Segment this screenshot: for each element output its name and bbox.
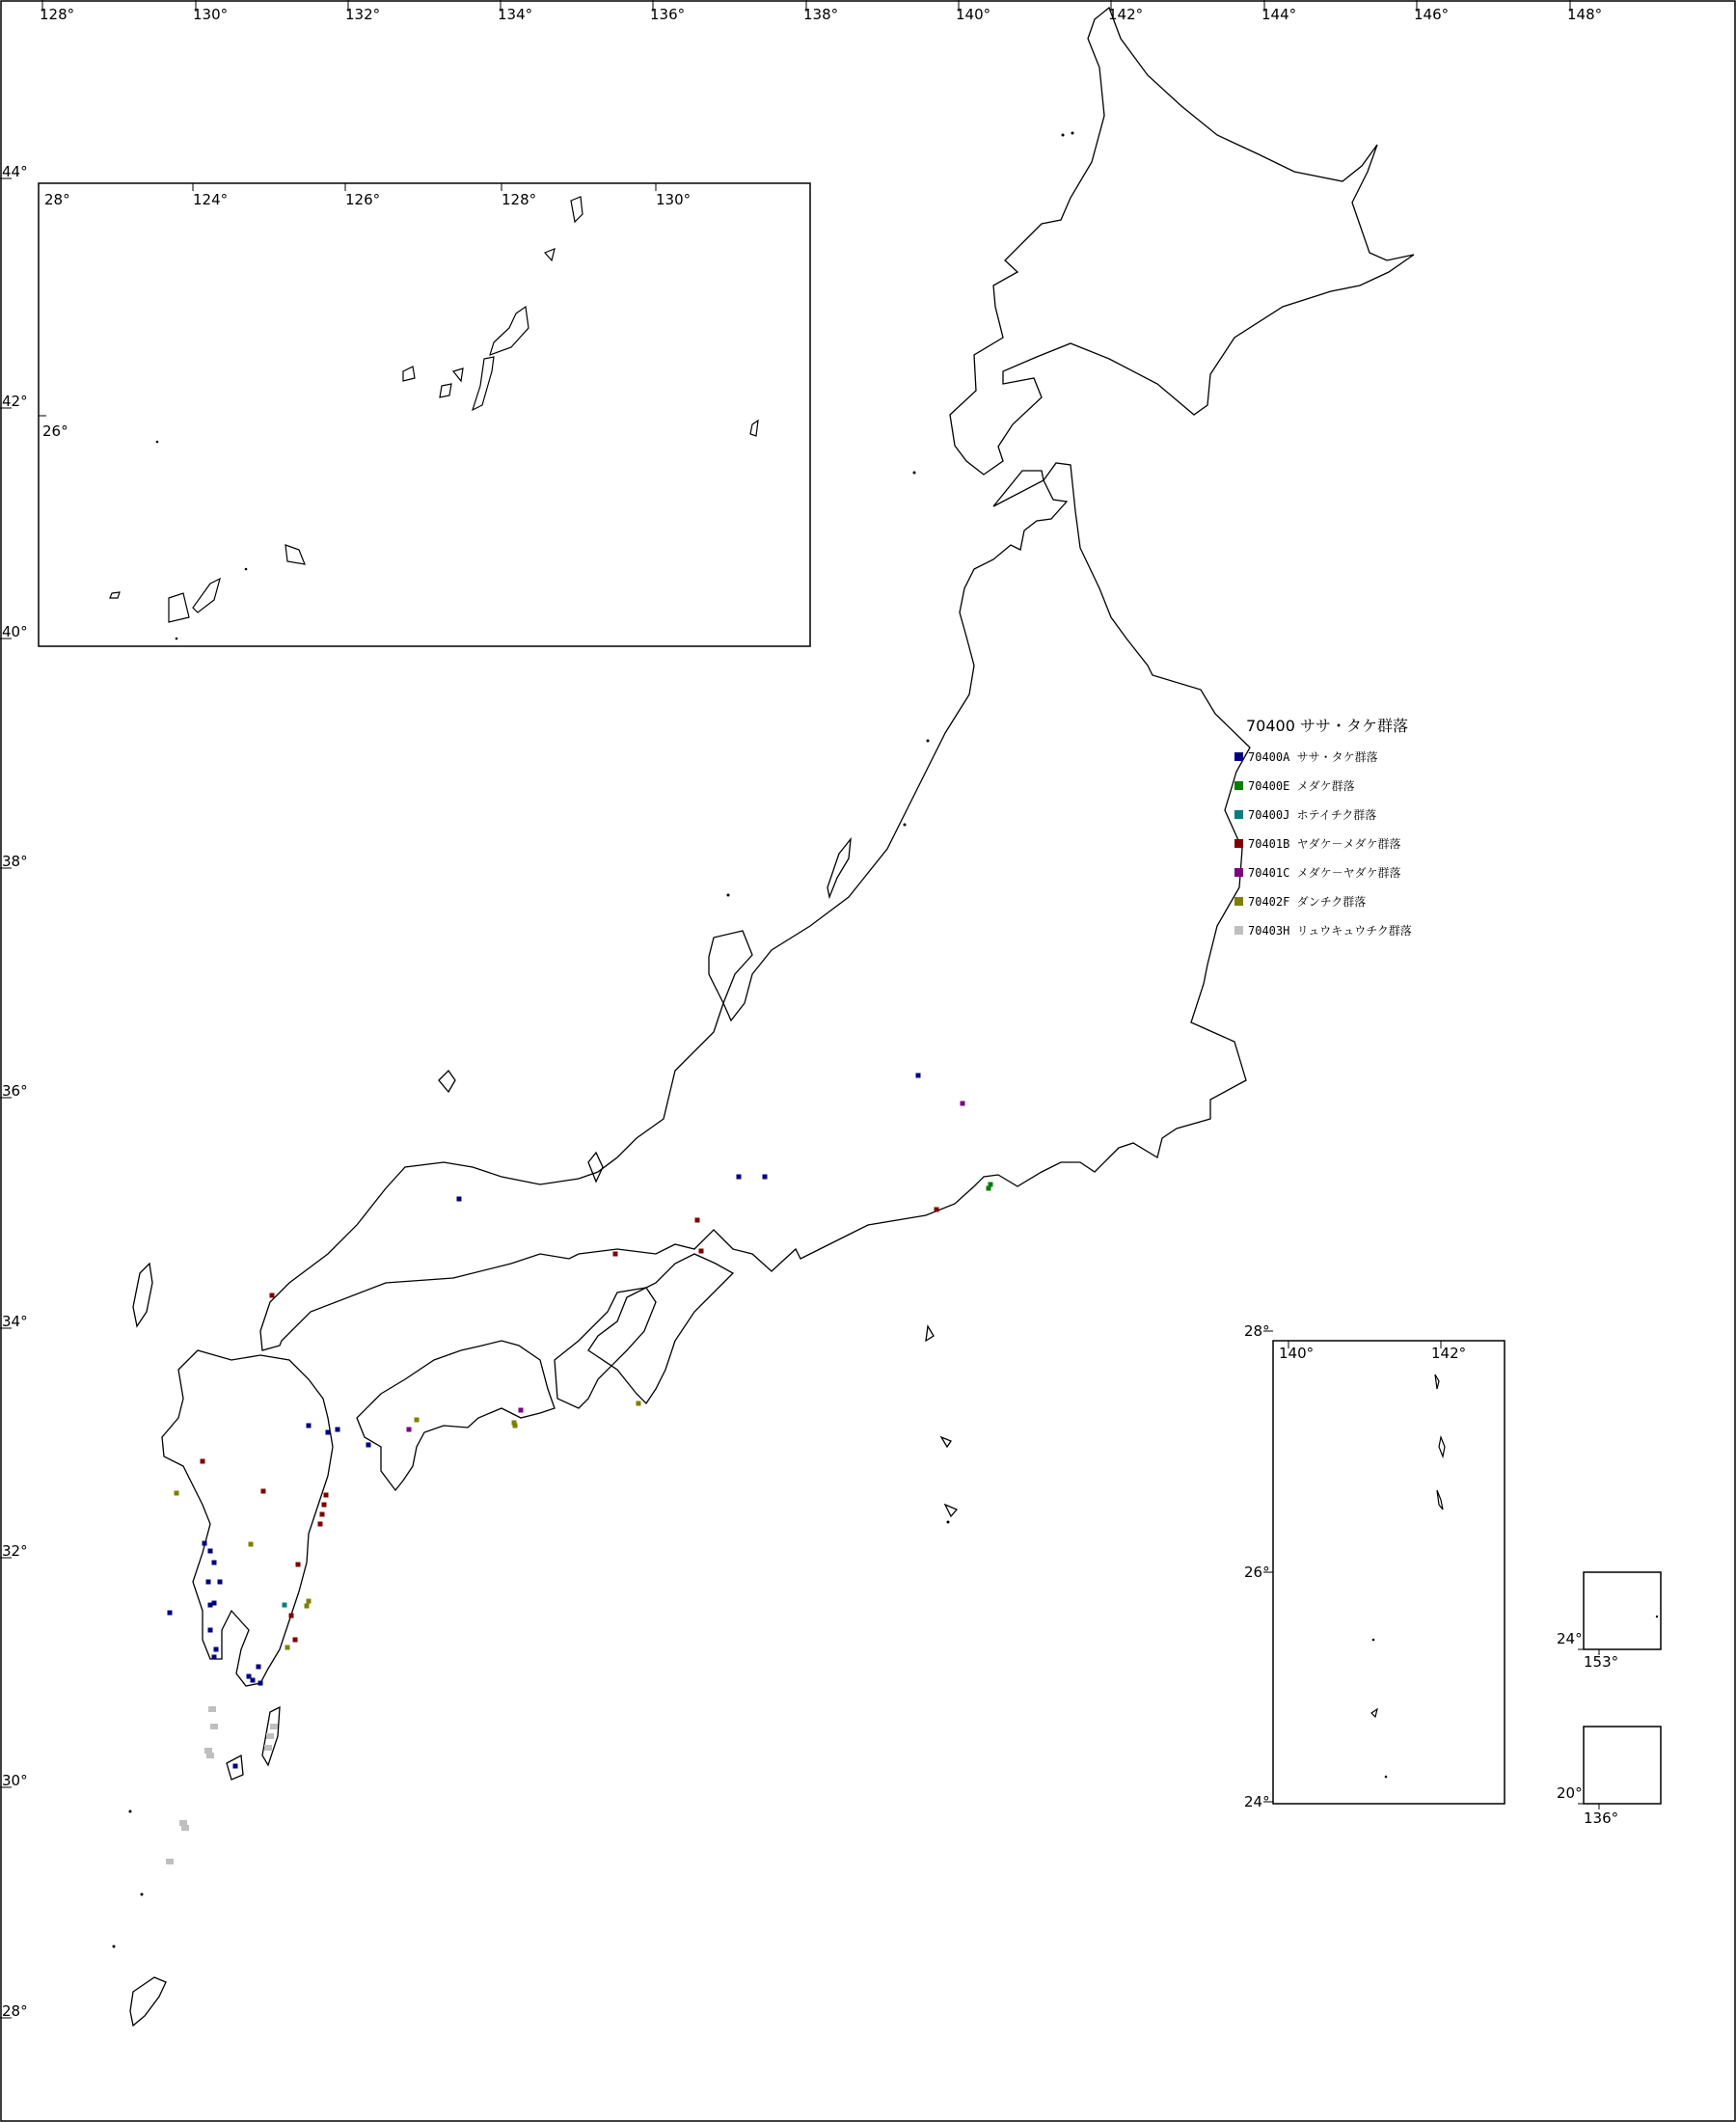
vegetation-marker [695, 1218, 700, 1223]
legend-item-label: 70403H リュウキュウチク群落 [1248, 924, 1412, 938]
inset-okinawa [39, 183, 810, 646]
vegetation-marker [305, 1604, 310, 1609]
inset-okinawa-lon-label: 128° [502, 191, 537, 208]
inset-ogasawara-frame [1273, 1341, 1505, 1804]
latitude-tick-label: 28° [2, 2002, 28, 2020]
legend-swatch [1234, 752, 1243, 761]
awaji-outline [588, 1153, 603, 1182]
vegetation-marker [257, 1665, 261, 1670]
shikoku-outline [357, 1341, 555, 1490]
vegetation-marker [935, 1208, 939, 1212]
vegetation-marker [415, 1418, 420, 1423]
vegetation-marker [208, 1549, 213, 1554]
inset-okinawa-lon-label: 130° [656, 191, 692, 208]
legend-swatch [1234, 781, 1243, 790]
vegetation-marker [699, 1249, 704, 1254]
vegetation-marker [261, 1489, 266, 1494]
inset-okinawa-frame [39, 183, 810, 646]
longitude-axis [40, 0, 1602, 23]
vegetation-marker [206, 1753, 214, 1758]
vegetation-marker [166, 1859, 174, 1864]
vegetation-marker [637, 1401, 641, 1406]
vegetation-marker [296, 1563, 301, 1567]
legend-swatch [1234, 897, 1243, 906]
vegetation-marker [961, 1102, 965, 1106]
legend-item-label: 70400E メダケ群落 [1248, 779, 1355, 793]
inset-ogasawara-lat-label: 28° [1244, 1322, 1270, 1340]
longitude-tick-label: 138° [803, 6, 839, 23]
inset-ogasawara [1244, 1322, 1505, 1810]
legend-swatch [1234, 810, 1243, 819]
vegetation-marker [214, 1647, 219, 1652]
vegetation-marker [987, 1186, 991, 1191]
vegetation-marker [318, 1522, 323, 1527]
vegetation-marker [249, 1542, 254, 1547]
latitude-tick-label: 42° [2, 393, 28, 410]
vegetation-marker [264, 1745, 272, 1751]
latitude-tick-label: 34° [2, 1313, 28, 1330]
legend-swatch [1234, 839, 1243, 848]
vegetation-marker [326, 1430, 331, 1435]
inset-minamitorishima-lat-label: 24° [1557, 1630, 1583, 1647]
inset-okinawa-lat-label: 26° [42, 422, 68, 440]
longitude-tick-label: 134° [498, 6, 533, 23]
longitude-tick-label: 128° [40, 6, 75, 23]
inset-okinotorishima [1557, 1727, 1661, 1827]
vegetation-marker [218, 1580, 223, 1585]
izu-island-outline [941, 1437, 951, 1447]
longitude-tick-label: 130° [193, 6, 229, 23]
oki-outline [439, 1071, 455, 1092]
vegetation-marker [201, 1459, 205, 1464]
vegetation-marker [289, 1614, 294, 1619]
inset-minamitorishima [1557, 1572, 1661, 1671]
longitude-tick-label: 142° [1108, 6, 1144, 23]
inset-ogasawara-lon-label: 140° [1279, 1345, 1315, 1362]
longitude-tick-label: 136° [650, 6, 686, 23]
vegetation-marker [208, 1706, 216, 1712]
vegetation-marker [407, 1428, 412, 1432]
inset-okinotorishima-frame [1584, 1727, 1661, 1804]
longitude-tick-label: 140° [956, 6, 991, 23]
vegetation-marker [366, 1443, 371, 1448]
vegetation-marker [175, 1491, 179, 1496]
inset-ogasawara-lat-label: 24° [1244, 1793, 1270, 1810]
vegetation-marker [519, 1408, 524, 1413]
vegetation-marker [283, 1603, 287, 1608]
inset-okinawa-lon-label: 28° [44, 191, 70, 208]
vegetation-marker [916, 1074, 921, 1078]
hokkaido-outline [950, 8, 1414, 475]
legend [1234, 717, 1412, 938]
legend-item-label: 70400A ササ・タケ群落 [1248, 750, 1378, 764]
vegetation-marker [307, 1599, 312, 1604]
vegetation-marker [307, 1424, 312, 1428]
latitude-tick-label: 44° [2, 163, 28, 180]
vegetation-marker [512, 1421, 517, 1426]
vegetation-marker [270, 1293, 275, 1298]
inset-okinotorishima-lat-label: 20° [1557, 1784, 1583, 1802]
sado-outline [827, 839, 851, 897]
vegetation-marker [763, 1175, 768, 1180]
vegetation-marker [285, 1646, 290, 1650]
legend-item-label: 70401B ヤダケ－メダケ群落 [1248, 837, 1401, 851]
vegetation-marker [212, 1561, 217, 1565]
inset-ogasawara-lat-label: 26° [1244, 1564, 1270, 1581]
longitude-tick-label: 146° [1414, 6, 1450, 23]
longitude-tick-label: 132° [345, 6, 381, 23]
inset-okinawa-lon-label: 126° [345, 191, 381, 208]
vegetation-marker [212, 1655, 217, 1660]
inset-minamitorishima-lon-label: 153° [1584, 1653, 1619, 1671]
latitude-tick-label: 36° [2, 1082, 28, 1100]
vegetation-marker [266, 1733, 274, 1739]
vegetation-marker [258, 1681, 263, 1686]
vegetation-marker [208, 1628, 213, 1633]
vegetation-marker [457, 1197, 462, 1202]
tsushima-outline [133, 1264, 152, 1326]
latitude-tick-label: 38° [2, 853, 28, 870]
vegetation-marker [324, 1493, 329, 1498]
vegetation-marker [233, 1764, 238, 1769]
inset-okinawa-lon-label: 124° [193, 191, 229, 208]
inset-okinotorishima-lon-label: 136° [1584, 1809, 1619, 1827]
vegetation-marker [320, 1512, 325, 1517]
latitude-tick-label: 40° [2, 623, 28, 640]
vegetation-marker [210, 1724, 218, 1729]
longitude-tick-label: 148° [1567, 6, 1603, 23]
izu-island-outline [945, 1505, 957, 1516]
vegetation-marker [181, 1825, 189, 1831]
vegetation-marker [203, 1541, 207, 1546]
longitude-tick-label: 144° [1261, 6, 1297, 23]
legend-swatch [1234, 926, 1243, 935]
legend-item-label: 70402F ダンチク群落 [1248, 895, 1367, 909]
latitude-tick-label: 32° [2, 1542, 28, 1560]
vegetation-marker [270, 1724, 278, 1729]
kii-outline [588, 1254, 733, 1403]
vegetation-marker [613, 1252, 618, 1257]
vegetation-marker [737, 1175, 742, 1180]
legend-items [1234, 749, 1412, 938]
vegetation-marker [206, 1580, 211, 1585]
amami-outline [130, 1977, 166, 2026]
legend-item-label: 70400J ホテイチク群落 [1248, 808, 1377, 822]
vegetation-marker [336, 1428, 340, 1432]
vegetation-marker [251, 1678, 256, 1683]
kyushu-outline [162, 1350, 333, 1686]
legend-title: 70400 ササ・タケ群落 [1246, 717, 1408, 735]
izu-island-outline [926, 1326, 934, 1341]
vegetation-marker [322, 1503, 327, 1508]
vegetation-marker [208, 1603, 213, 1608]
legend-item-label: 70401C メダケ－ヤダケ群落 [1248, 866, 1401, 880]
vegetation-marker [168, 1611, 173, 1616]
inset-minamitorishima-frame [1584, 1572, 1661, 1649]
latitude-tick-label: 30° [2, 1772, 28, 1789]
shikoku-east-outline [555, 1288, 656, 1408]
inset-ogasawara-lon-label: 142° [1431, 1345, 1467, 1362]
legend-swatch [1234, 868, 1243, 877]
latitude-axis [0, 163, 28, 2020]
vegetation-marker [293, 1638, 298, 1643]
